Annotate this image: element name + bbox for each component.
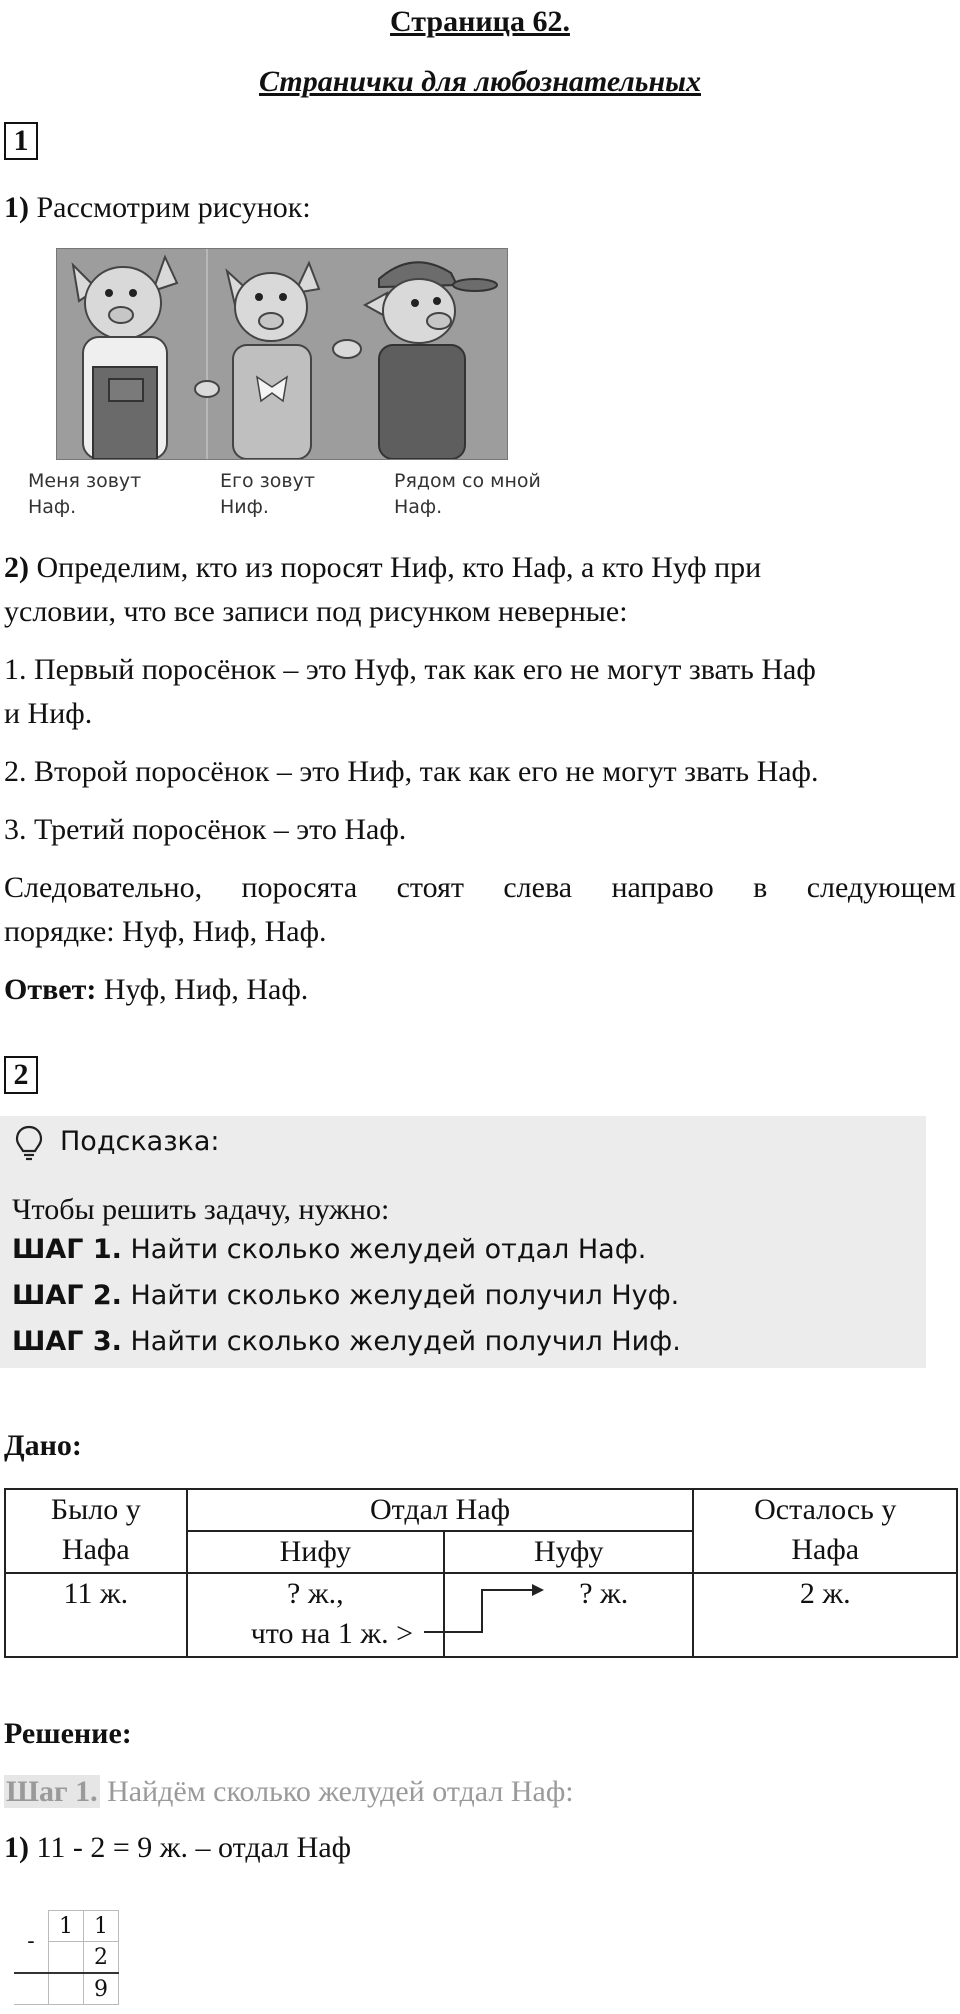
task1-step1: 1) Рассмотрим рисунок: xyxy=(4,191,311,224)
minus-sign: - xyxy=(14,1911,49,1974)
section-subtitle: Странички для любознательных xyxy=(258,65,701,98)
hint-step-1: ШАГ 1. Найти сколько желудей отдал Наф. xyxy=(12,1234,647,1265)
minuend-digit-1: 1 xyxy=(49,1911,84,1942)
task1-item1-line1: 1. Первый поросёнок – это Нуф, так как его не могут звать Наф xyxy=(4,653,816,686)
hint-intro: Чтобы решить задачу, нужно: xyxy=(12,1193,390,1226)
result-empty-1 xyxy=(14,1973,49,2005)
task-number-2: 2 xyxy=(4,1056,38,1094)
result-digit: 9 xyxy=(84,1973,119,2005)
page-title: Страница 62. xyxy=(390,5,570,38)
value-to-nif: ? ж., что на 1 ж. > xyxy=(187,1573,444,1657)
hint-step-3: ШАГ 3. Найти сколько желудей получил Ниф. xyxy=(12,1326,681,1357)
hint-step-2: ШАГ 2. Найти сколько желудей получил Нуф. xyxy=(12,1280,680,1311)
picture-caption-3: Рядом со мной Наф. xyxy=(394,470,541,518)
task1-answer: Ответ: Нуф, Ниф, Наф. xyxy=(4,973,309,1006)
given-label: Дано: xyxy=(4,1429,82,1462)
header-to-nif: Нифу xyxy=(187,1531,444,1573)
picture-caption-1: Меня зовут Наф. xyxy=(28,470,142,518)
three-piglets-picture xyxy=(56,248,508,460)
task1-conclusion-line2: порядке: Нуф, Ниф, Наф. xyxy=(4,915,327,948)
subtrahend-digit-2: 2 xyxy=(84,1942,119,1974)
task1-step2-line2: условии, что все записи под рисунком неверные: xyxy=(4,595,628,628)
value-left: 2 ж. xyxy=(693,1573,957,1657)
piglets-illustration xyxy=(57,249,507,459)
task1-item1-line2: и Ниф. xyxy=(4,697,93,730)
header-left: Осталось у Нафа xyxy=(693,1489,957,1573)
task1-conclusion-line1: Следовательно, поросята стоят слева направо в следующем xyxy=(4,871,956,904)
lightbulb-icon xyxy=(14,1124,44,1162)
value-to-nuf: ? ж. xyxy=(444,1573,693,1657)
task1-step2-line1: 2) Определим, кто из поросят Ниф, кто Наф, а кто Нуф при xyxy=(4,551,762,584)
comparison-arrow xyxy=(420,1580,550,1640)
task-number-1: 1 xyxy=(4,122,38,160)
picture-caption-2: Его зовут Ниф. xyxy=(220,470,315,518)
piglet-1 xyxy=(73,257,177,459)
task1-item3: 3. Третий поросёнок – это Наф. xyxy=(4,813,407,846)
task1-item2: 2. Второй поросёнок – это Ниф, так как его не могут звать Наф. xyxy=(4,755,819,788)
hint-title: Подсказка: xyxy=(60,1126,220,1157)
column-subtraction xyxy=(14,1910,119,2005)
header-to-nuf: Нуфу xyxy=(444,1531,693,1573)
minuend-digit-2: 1 xyxy=(84,1911,119,1942)
subtrahend-digit-1 xyxy=(49,1942,84,1974)
header-gave-group: Отдал Наф xyxy=(187,1489,694,1531)
value-had: 11 ж. xyxy=(5,1573,187,1657)
result-empty-2 xyxy=(49,1973,84,2005)
header-had: Было у Нафа xyxy=(5,1489,187,1573)
solution-calc-1: 1) 11 - 2 = 9 ж. – отдал Наф xyxy=(4,1831,352,1864)
solution-label: Решение: xyxy=(4,1717,132,1750)
solution-step-1-heading: Шаг 1. Найдём сколько желудей отдал Наф: xyxy=(6,1775,574,1808)
